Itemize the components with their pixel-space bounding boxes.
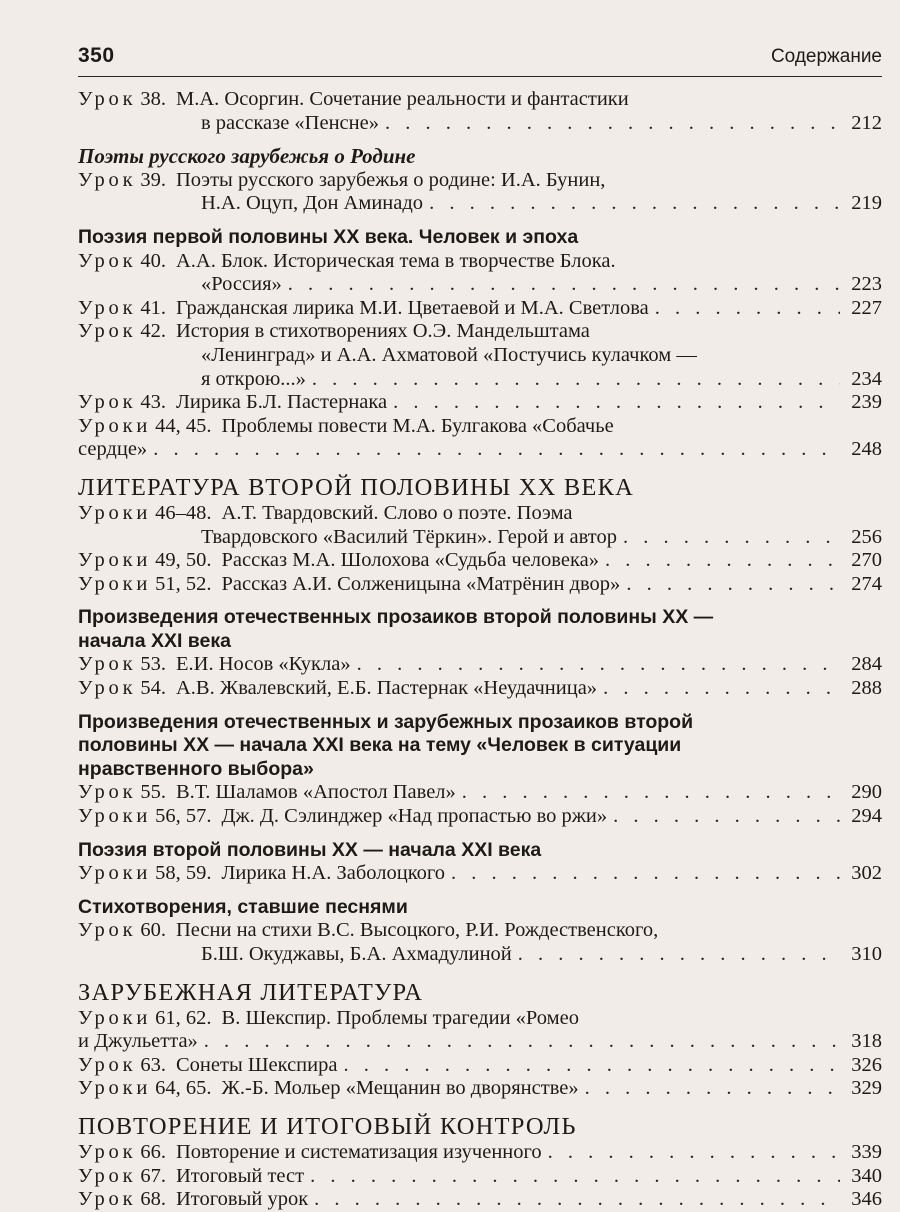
toc-entry-lessons-56-57[interactable]: Уроки 56, 57. Дж. Д. Сэлинджер «Над пропастью во ржи» . . . 294 [78,805,882,829]
section-heading: Поэзия второй половины XX — начала XXI века [78,838,542,861]
toc-entry-lesson-54[interactable]: Урок 54. А.В. Жвалевский, Е.Б. Пастернак «Неудачница» . . . 288 [78,677,882,701]
section-heading: Произведения отечественных прозаиков второй половины XX — начала XXI века [78,606,714,652]
part-heading: ЛИТЕРАТУРА ВТОРОЙ ПОЛОВИНЫ XX ВЕКА [78,473,635,501]
toc-entry-lesson-39[interactable]: Урок 39. Поэты русского зарубежья о родине: И.А. Бунин, Н.А. Оцуп, Дон Аминадо . . . 219 [78,169,882,216]
toc-entry-lesson-55[interactable]: Урок 55. В.Т. Шаламов «Апостол Павел» . . . 290 [78,781,882,805]
page-number: 350 [78,44,115,67]
section-heading: Поэзия первой половины XX века. Человек и эпоха [78,225,579,248]
entry-title: М.А. Осоргин. Сочетание реальности и фантастики [176,88,629,110]
section-heading: Стихотворения, ставшие песнями [78,895,408,918]
toc-entry-lesson-60[interactable]: Урок 60. Песни на стихи В.С. Высоцкого, Р.И. Рождественского, Б.Ш. Окуджавы, Б.А. Ахмадулиной . . . 310 [78,919,882,966]
toc-entry-lessons-64-65[interactable]: Уроки 64, 65. Ж.-Б. Мольер «Мещанин во дворянстве» . . . 329 [78,1077,882,1101]
toc-entry-lessons-46-48[interactable]: Уроки 46–48. А.Т. Твардовский. Слово о поэте. Поэма Твардовского «Василий Тёркин». Герой и автор . . . 256 [78,502,882,549]
page-ref: 212 [851,111,882,134]
toc-entry-lesson-66[interactable]: Урок 66. Повторение и систематизация изученного . . . 339 [78,1141,882,1165]
toc-entry-lessons-61-62[interactable]: Уроки 61, 62. В. Шекспир. Проблемы трагедии «Ромео и Джульетта» . . . 318 [78,1007,882,1054]
page-header [78,40,882,77]
leader-dots [385,112,840,136]
toc-entry-lesson-40[interactable]: Урок 40. А.А. Блок. Историческая тема в творчестве Блока. «Россия» . . . 223 [78,250,882,297]
section-heading: Поэты русского зарубежья о Родине [78,144,416,169]
toc-entry-lesson-53[interactable]: Урок 53. Е.И. Носов «Кукла» . . . 284 [78,653,882,677]
toc-entry-lessons-49-50[interactable]: Уроки 49, 50. Рассказ М.А. Шолохова «Судьба человека» . . . 270 [78,549,882,573]
part-heading: ПОВТОРЕНИЕ И ИТОГОВЫЙ КОНТРОЛЬ [78,1112,577,1140]
toc-entry-lesson-68[interactable]: Урок 68. Итоговый урок . . . 346 [78,1188,882,1212]
toc-entry-lessons-51-52[interactable]: Уроки 51, 52. Рассказ А.И. Солженицына «Матрёнин двор» . . . 274 [78,573,882,597]
toc-entry-lesson-41[interactable]: Урок 41. Гражданская лирика М.И. Цветаевой и М.А. Светлова . . . 227 [78,297,882,321]
toc-entry-lesson-43[interactable]: Урок 43. Лирика Б.Л. Пастернака . . . 239 [78,391,882,415]
part-heading: ЗАРУБЕЖНАЯ ЛИТЕРАТУРА [78,978,424,1006]
running-head: Содержание [770,46,882,67]
toc-entry-lessons-44-45[interactable]: Уроки 44, 45. Проблемы повести М.А. Булгакова «Собачье сердце» . . . 248 [78,415,882,462]
toc-entry-lesson-63[interactable]: Урок 63. Сонеты Шекспира . . . 326 [78,1054,882,1078]
toc-entry-lesson-38[interactable]: Урок 38. М.А. Осоргин. Сочетание реальности и фантастики в рассказе «Пенсне» . . . 212 [78,88,882,135]
table-of-contents [78,88,882,1212]
toc-entry-lesson-67[interactable]: Урок 67. Итоговый тест . . . 340 [78,1165,882,1189]
section-heading: Произведения отечественных и зарубежных прозаиков второй половины XX — начала XXI века на тему «Человек в ситуации нравственного выбора» [78,710,694,780]
toc-entry-lessons-58-59[interactable]: Уроки 58, 59. Лирика Н.А. Заболоцкого . . . 302 [78,862,882,886]
toc-entry-lesson-42[interactable]: Урок 42. История в стихотворениях О.Э. Мандельштама «Ленинград» и А.А. Ахматовой «Постучись кулачком — я открою...» . . . 234 [78,320,882,391]
